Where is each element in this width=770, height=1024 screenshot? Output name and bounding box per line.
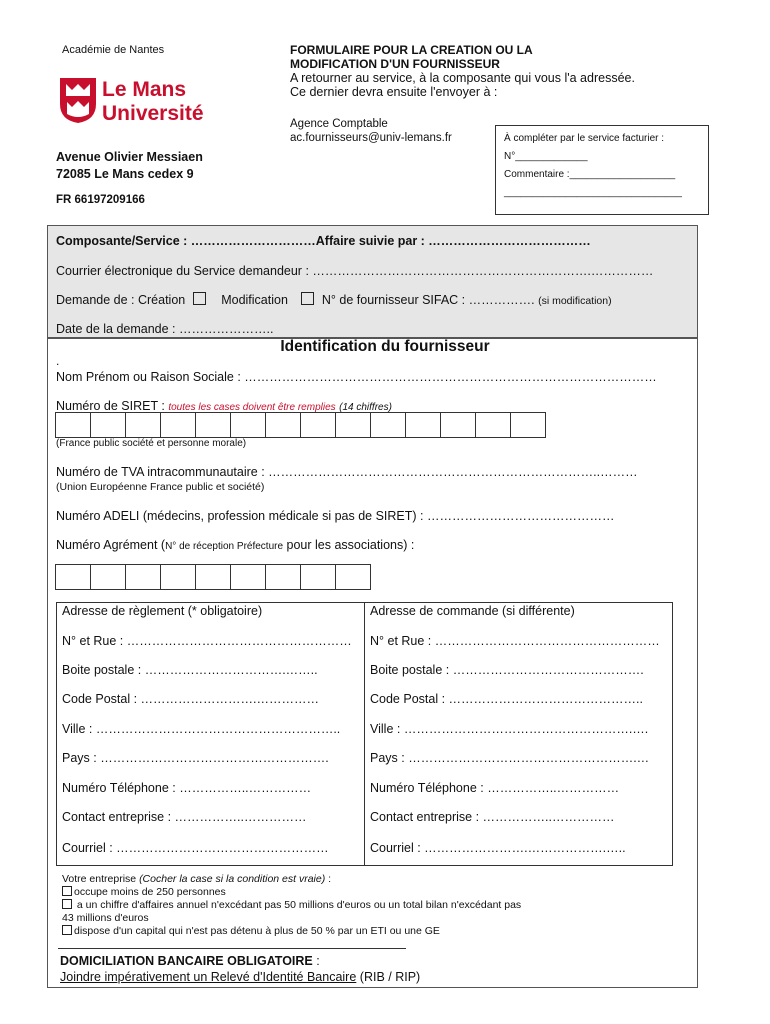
- opt1-label: occupe moins de 250 personnes: [74, 886, 226, 898]
- domiciliation-title: DOMICILIATION BANCAIRE OBLIGATOIRE: [60, 954, 313, 968]
- title-line2: MODIFICATION D'UN FOURNISSEUR: [290, 57, 500, 71]
- domiciliation-line-end: (RIB / RIP): [356, 970, 421, 984]
- siret-note: (France public société et personne morale): [56, 438, 247, 449]
- left-contact[interactable]: Contact entreprise : ……………..……………: [62, 810, 307, 824]
- siret-row: [56, 399, 392, 413]
- agrement-cell[interactable]: [230, 564, 266, 590]
- domiciliation-title-end: :: [312, 954, 320, 968]
- address-line2: 72085 Le Mans cedex 9: [56, 167, 194, 181]
- agrement-label: Numéro Agrément (: [56, 538, 166, 552]
- agrement-cell[interactable]: [335, 564, 371, 590]
- tva-note: (Union Européenne France public et société): [56, 481, 265, 493]
- courrier-field[interactable]: Courrier électronique du Service demandeur : ………………………………………………………….……………: [56, 264, 654, 278]
- address-line1: Avenue Olivier Messiaen: [56, 150, 203, 164]
- siret-cell[interactable]: [440, 412, 476, 438]
- sifac-note: (si modification): [538, 295, 612, 307]
- right-pays[interactable]: Pays : ……………………………………………….…: [370, 751, 650, 765]
- agence-email[interactable]: ac.fournisseurs@univ-lemans.fr: [290, 132, 452, 144]
- left-rue[interactable]: N° et Rue : ………………………………………………: [62, 634, 352, 648]
- domiciliation-block: [60, 953, 420, 985]
- right-tel[interactable]: Numéro Téléphone : ……………..……………: [370, 781, 620, 795]
- entreprise-block: [62, 873, 521, 938]
- left-bp[interactable]: Boite postale : …………………………….……..: [62, 663, 318, 677]
- agence-label: Agence Comptable: [290, 118, 388, 130]
- agrement-row: [56, 538, 414, 552]
- opt3-checkbox[interactable]: [62, 925, 72, 935]
- siret-label: Numéro de SIRET :: [56, 399, 165, 413]
- right-bp[interactable]: Boite postale : ……………………………………….: [370, 663, 644, 677]
- academie-label: Académie de Nantes: [62, 44, 165, 56]
- entreprise-opt1: [62, 886, 521, 899]
- entreprise-opt2b: 43 millions d'euros: [62, 912, 149, 924]
- fr-number: FR 66197209166: [56, 194, 145, 206]
- agrement-cell[interactable]: [125, 564, 161, 590]
- agrement-cell[interactable]: [265, 564, 301, 590]
- subtitle-line1: A retourner au service, à la composante qui vous l'a adressée.: [290, 71, 635, 85]
- siret-cell[interactable]: [475, 412, 511, 438]
- nom-field[interactable]: Nom Prénom ou Raison Sociale : ………………………………………………………………………………………: [56, 370, 657, 384]
- agrement-cell[interactable]: [195, 564, 231, 590]
- siret-cell[interactable]: [265, 412, 301, 438]
- university-address: [56, 149, 203, 183]
- siret-cell[interactable]: [195, 412, 231, 438]
- siret-cell[interactable]: [405, 412, 441, 438]
- siret-cell[interactable]: [230, 412, 266, 438]
- left-pays[interactable]: Pays : ……………………………………………….: [62, 751, 329, 765]
- facturier-comment-line[interactable]: ________________________________: [504, 187, 682, 198]
- entreprise-intro-italic: (Cocher la case si la condition est vraie): [139, 873, 326, 885]
- divider-line: [58, 948, 406, 949]
- adeli-field[interactable]: Numéro ADELI (médecins, profession médicale si pas de SIRET) : ………………………………………: [56, 509, 615, 523]
- right-cp[interactable]: Code Postal : ………………………………………..: [370, 692, 643, 706]
- facturier-box: [495, 125, 709, 215]
- modification-label: Modification: [221, 293, 288, 307]
- sifac-field[interactable]: N° de fournisseur SIFAC : …………….: [321, 293, 535, 307]
- right-contact[interactable]: Contact entreprise : ……………..……………: [370, 810, 615, 824]
- agence-block: [290, 117, 452, 145]
- agrement-cell[interactable]: [55, 564, 91, 590]
- siret-red-note: toutes les cases doivent être remplies: [168, 402, 336, 413]
- demande-row: [56, 292, 612, 307]
- domiciliation-line: Joindre impérativement un Relevé d'Identité Bancaire: [60, 970, 357, 984]
- left-ville[interactable]: Ville : …………………………………………………..: [62, 722, 341, 736]
- entreprise-opt2: [62, 899, 521, 912]
- agrement-end: pour les associations) :: [283, 538, 415, 552]
- siret-cell[interactable]: [160, 412, 196, 438]
- entreprise-intro: [62, 873, 521, 886]
- siret-cell[interactable]: [55, 412, 91, 438]
- right-courriel[interactable]: Courriel : …………………….……………….…..: [370, 841, 626, 855]
- agrement-small: N° de réception Préfecture: [165, 541, 284, 552]
- siret-cell[interactable]: [510, 412, 546, 438]
- opt1-checkbox[interactable]: [62, 886, 72, 896]
- agrement-cell[interactable]: [90, 564, 126, 590]
- logo-shield-icon: [58, 76, 98, 124]
- entreprise-intro-end: :: [325, 873, 332, 885]
- right-ville[interactable]: Ville : ……………………………………………….….: [370, 722, 649, 736]
- logo-text: [102, 78, 204, 126]
- demande-label: Demande de : Création: [56, 293, 186, 307]
- facturier-title: À compléter par le service facturier :: [504, 133, 665, 144]
- date-field[interactable]: Date de la demande : …………………..: [56, 322, 274, 336]
- opt2-checkbox[interactable]: [62, 899, 72, 909]
- title-line1: FORMULAIRE POUR LA CREATION OU LA: [290, 43, 533, 57]
- facturier-number[interactable]: N°_____________: [504, 151, 588, 162]
- right-rue[interactable]: N° et Rue : ………………………………………………: [370, 634, 660, 648]
- right-address-title: Adresse de commande (si différente): [370, 604, 575, 618]
- entreprise-opt3: [62, 925, 521, 938]
- left-tel[interactable]: Numéro Téléphone : ……………..……………: [62, 781, 312, 795]
- siret-cell[interactable]: [335, 412, 371, 438]
- agrement-cells[interactable]: [56, 564, 371, 590]
- domiciliation-title-row: [60, 953, 420, 969]
- creation-checkbox[interactable]: [193, 292, 206, 305]
- modification-checkbox[interactable]: [301, 292, 314, 305]
- siret-cell[interactable]: [90, 412, 126, 438]
- opt3-label: dispose d'un capital qui n'est pas détenu à plus de 50 % par un ETI ou une GE: [74, 925, 440, 937]
- form-title-block: [290, 43, 720, 99]
- stray-dot: .: [56, 354, 60, 368]
- tva-field[interactable]: Numéro de TVA intracommunautaire : ……………………………………………………………………..………: [56, 465, 638, 479]
- logo-line2: Université: [102, 102, 204, 125]
- address-divider: [364, 602, 365, 866]
- agrement-cell[interactable]: [300, 564, 336, 590]
- siret-cell[interactable]: [370, 412, 406, 438]
- facturier-comment[interactable]: Commentaire :___________________: [504, 169, 676, 180]
- siret-count: (14 chiffres): [339, 402, 392, 413]
- siret-cell[interactable]: [300, 412, 336, 438]
- identification-title: Identification du fournisseur: [280, 338, 490, 355]
- left-address-title: Adresse de règlement (* obligatoire): [62, 604, 263, 618]
- left-cp[interactable]: Code Postal : ……………………….……………: [62, 692, 319, 706]
- siret-cells[interactable]: [56, 412, 546, 438]
- siret-cell[interactable]: [125, 412, 161, 438]
- agrement-cell[interactable]: [160, 564, 196, 590]
- left-courriel[interactable]: Courriel : ……………………………………………: [62, 841, 329, 855]
- domiciliation-line-row: [60, 969, 420, 985]
- logo-line1: Le Mans: [102, 78, 187, 101]
- entreprise-intro-text: Votre entreprise: [62, 873, 137, 885]
- opt2-label: a un chiffre d'affaires annuel n'excédant pas 50 millions d'euros ou un total bilan n'excédant pas: [74, 899, 522, 911]
- composante-field[interactable]: Composante/Service : …………………………Affaire suivie par : …………………………………: [56, 234, 591, 248]
- subtitle-line2: Ce dernier devra ensuite l'envoyer à :: [290, 85, 498, 99]
